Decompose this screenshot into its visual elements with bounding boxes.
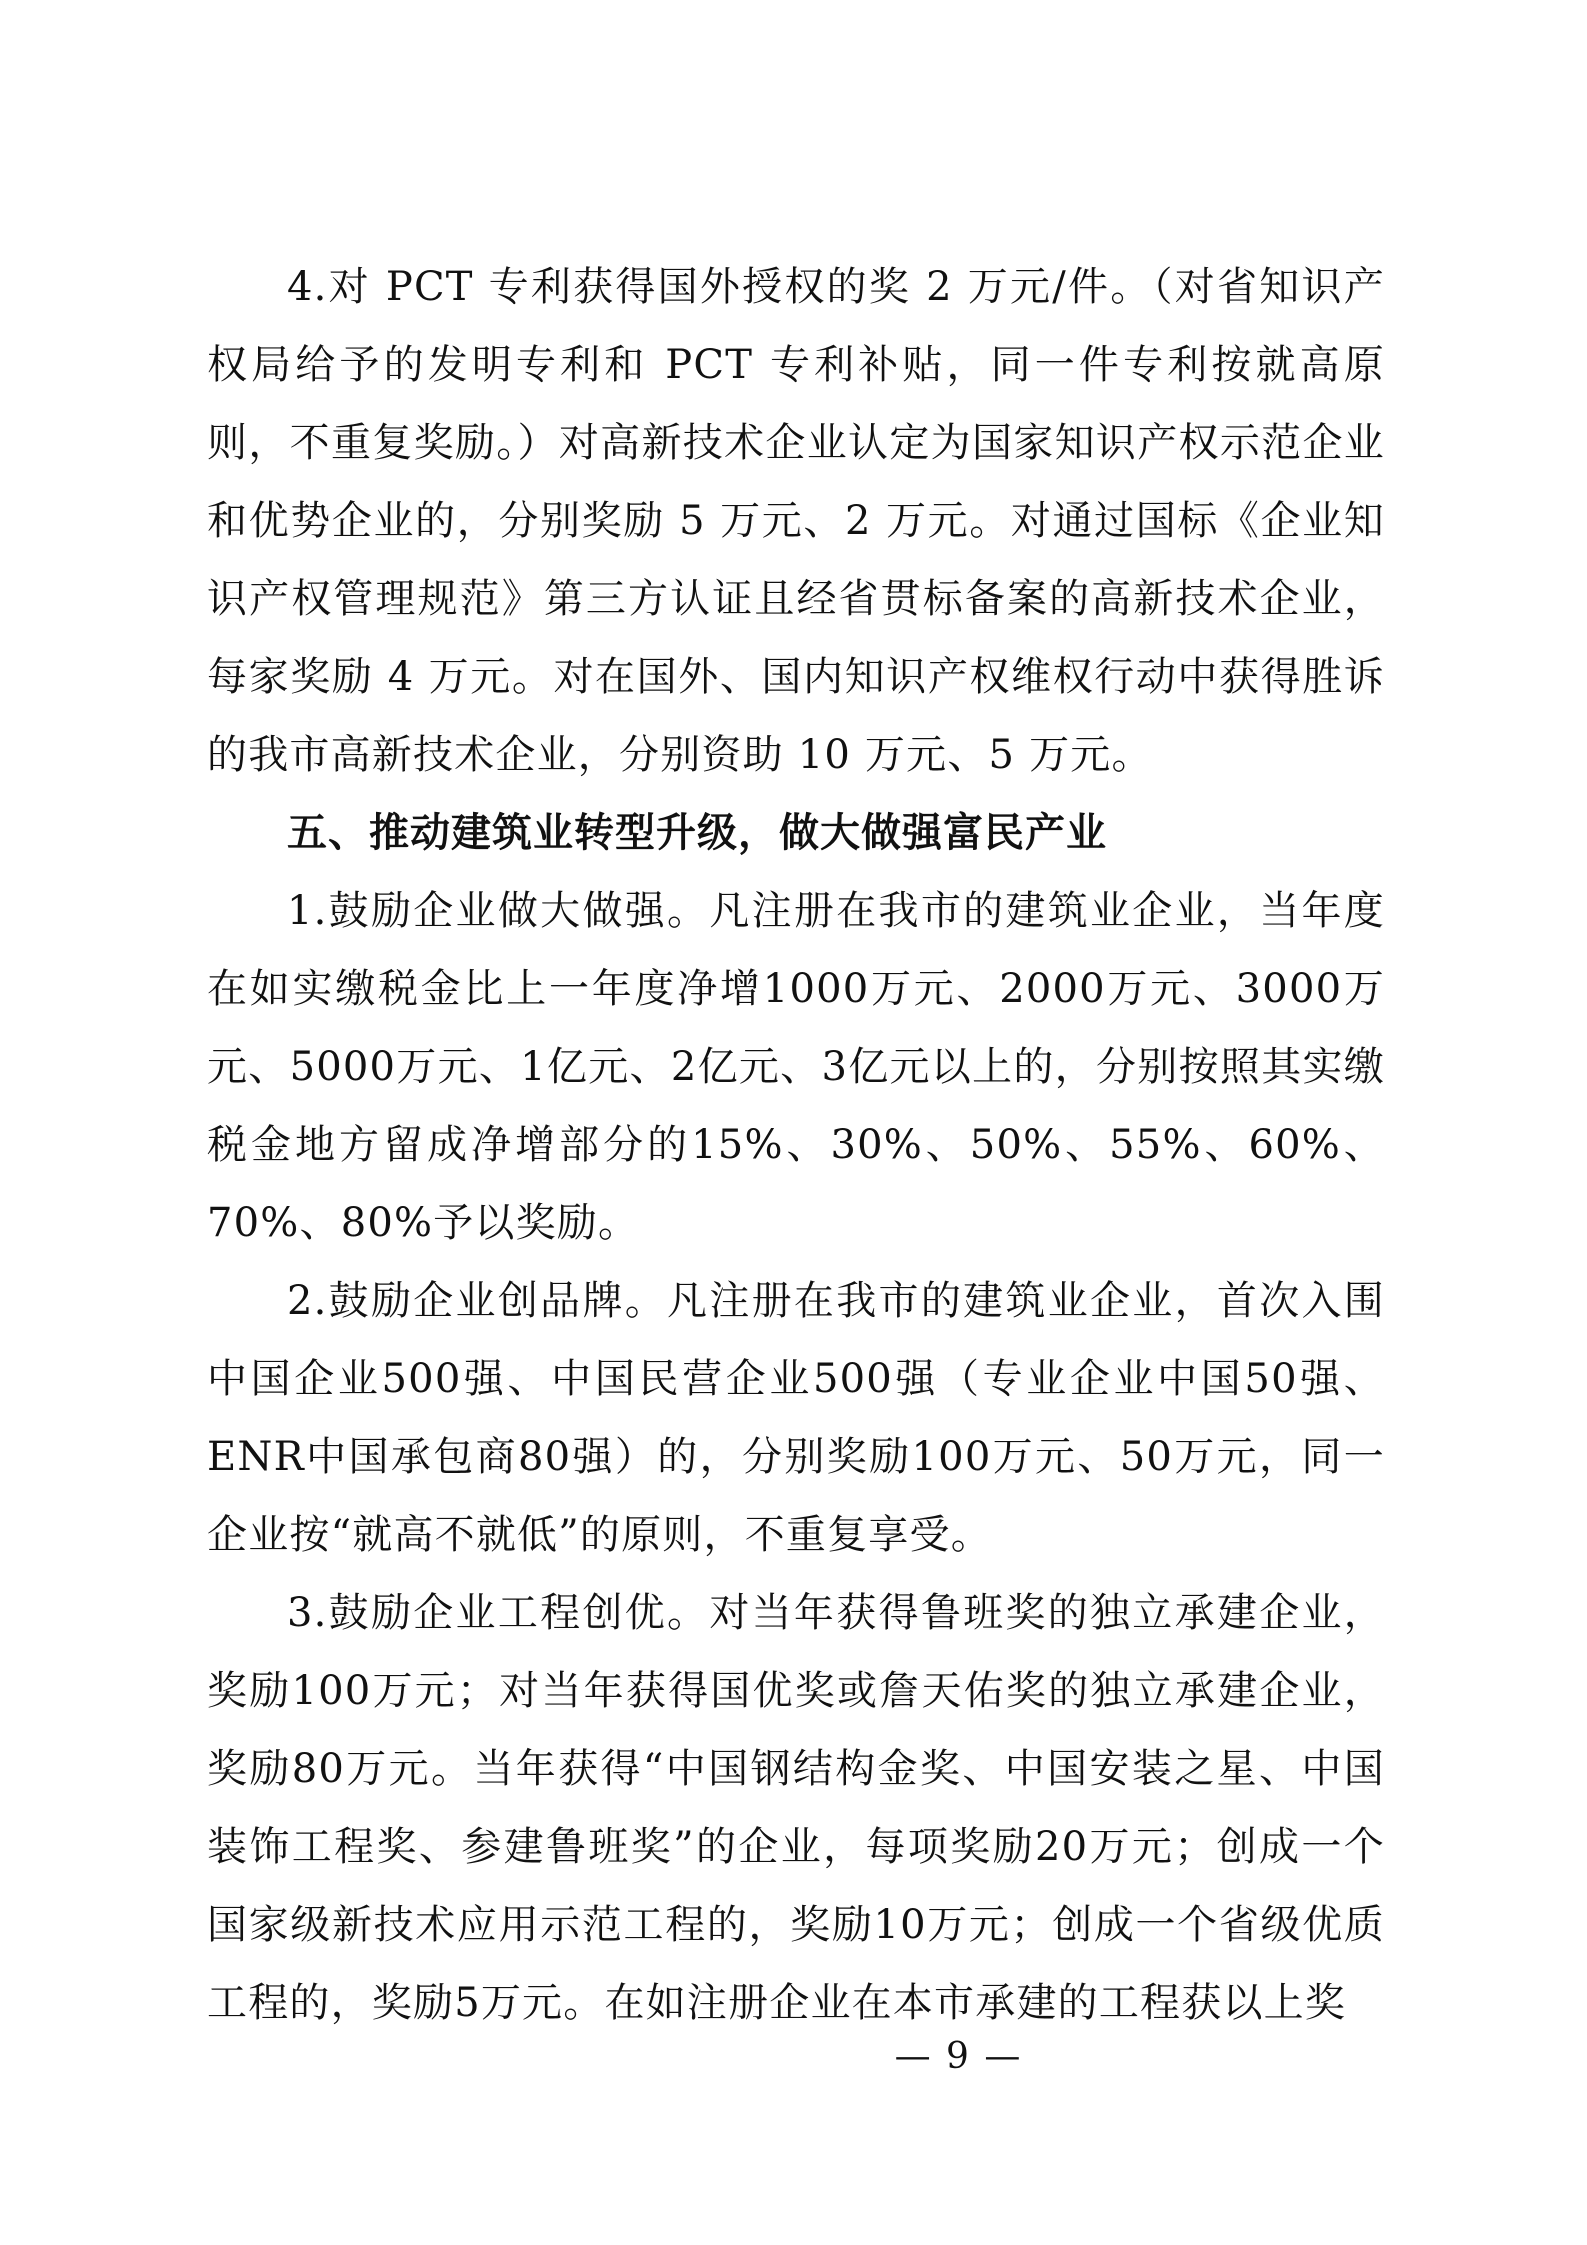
section-heading-construction: 五、推动建筑业转型升级，做大做强富民产业 — [287, 810, 1107, 856]
paragraph-patent-rewards: 4.对 PCT 专利获得国外授权的奖 2 万元/件。（对省知识产权局给予的发明专利和 PCT 专利补贴，同一件专利按就高原则，不重复奖励。）对高新技术企业认定为国家知识产权示范企业和优势企业的，分别奖励 5 万元、2 万元。对通过国标《企业知识产权管理规范》第三方认证且经省贯标备案的高新技术企业，每家奖励 4 万元。对在国外、国内知识产权维权行动中获得胜诉的我市高新技术企业，分别资助 10 万元、5 万元。 — [207, 264, 1385, 778]
paragraph-brand-building: 2.鼓励企业创品牌。凡注册在我市的建筑业企业，首次入围中国企业500强、中国民营企业500强（专业企业中国50强、ENR中国承包商80强）的，分别奖励100万元、50万元，同一企业按“就高不就低”的原则，不重复享受。 — [207, 1278, 1385, 1558]
page-number: — 9 — — [894, 2036, 1023, 2077]
document-body — [207, 248, 1385, 2042]
paragraph-enterprise-growth: 1.鼓励企业做大做强。凡注册在我市的建筑业企业，当年度在如实缴税金比上一年度净增1000万元、2000万元、3000万元、5000万元、1亿元、2亿元、3亿元以上的，分别按照其实缴税金地方留成净增部分的15%、30%、50%、55%、60%、70%、80%予以奖励。 — [207, 888, 1385, 1246]
paragraph-project-excellence: 3.鼓励企业工程创优。对当年获得鲁班奖的独立承建企业，奖励100万元；对当年获得国优奖或詹天佑奖的独立承建企业，奖励80万元。当年获得“中国钢结构金奖、中国安装之星、中国装饰工程奖、参建鲁班奖”的企业，每项奖励20万元；创成一个国家级新技术应用示范工程的，奖励10万元；创成一个省级优质工程的，奖励5万元。在如注册企业在本市承建的工程获以上奖 — [207, 1590, 1385, 2026]
